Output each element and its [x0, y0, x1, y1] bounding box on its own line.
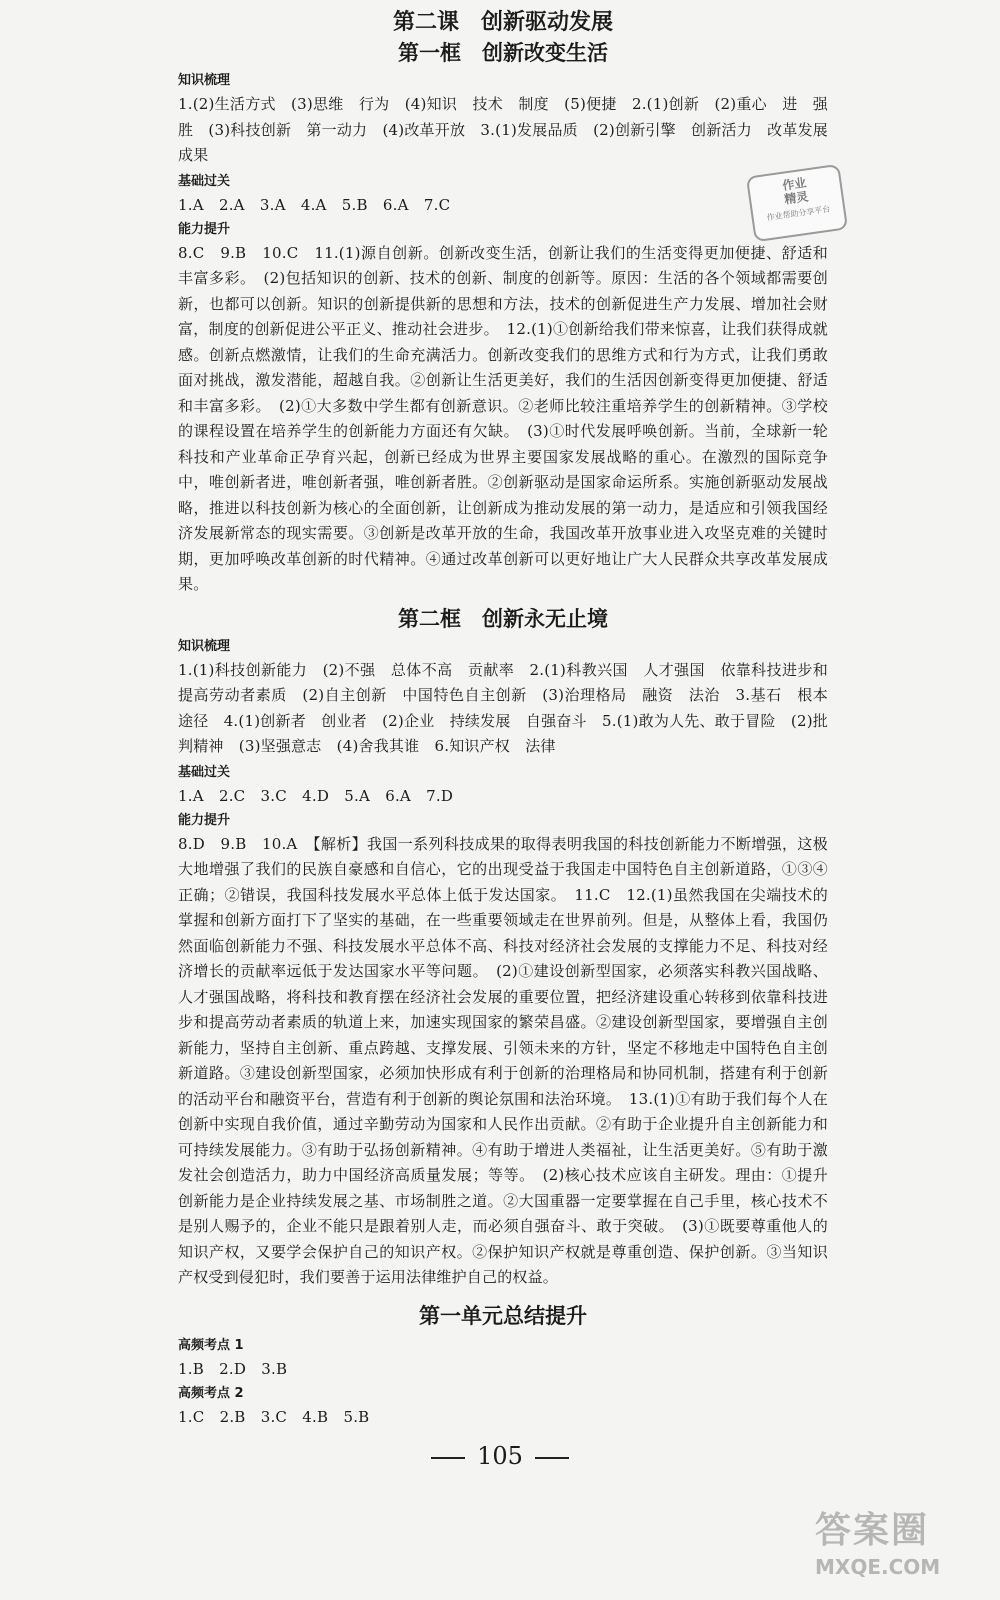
frame2-basic-label: 基础过关: [178, 764, 231, 780]
watermark-line2: MXQE.COM: [815, 1555, 941, 1579]
unit-summary-title: 第一单元总结提升: [419, 1303, 587, 1328]
page-number: [0, 1442, 1000, 1470]
key-point-1-label: 高频考点 1: [178, 1337, 244, 1353]
key-point-2-answers: 1.C 2.B 3.C 4.B 5.B: [178, 1407, 370, 1426]
watermark-logo: [815, 1508, 990, 1594]
frame1-knowledge-label: 知识梳理: [178, 73, 231, 88]
frame1-basic-answers: 1.A 2.A 3.A 4.A 5.B 6.A 7.C: [178, 195, 451, 214]
frame2-knowledge-label: 知识梳理: [178, 638, 231, 654]
stamp-logo: [746, 164, 848, 242]
frame2-ability-answers: 8.D 9.B 10.A 【解析】我国一系列科技成果的取得表明我国的科技创新能力不断增强，这极大地增强了我们的民族自豪感和自信心，它的出现受益于我国走中国特色自主创新道路，①③④正确；②错误，我国科技发展水平总体上低于发达国家。 11.C 12.(1)虽然我国在尖端技术的掌握和创新方面打下了坚实的基础，在一些重要领域走在世界前列。但是，从整体上看，我国仍然面临创新能力不强、科技发展水平总体不高、科技对经济社会发展的支撑能力不足、科技对经济增长的贡献率远低于发达国家水平等问题。 (2)①建设创新型国家，必须落实科教兴国战略、人才强国战略，将科技和教育摆在经济社会发展的重要位置，把经济建设重心转移到依靠科技进步和提高劳动者素质的轨道上来，加速实现国家的繁荣昌盛。②建设创新型国家，要增强自主创新能力，坚持自主创新、重点跨越、支撑发展、引领未来的方针，坚定不移地走中国特色自主创新道路。③建设创新型国家，必须加快形成有利于创新的治理格局和协同机制，搭建有利于创新的活动平台和融资平台，营造有利于创新的舆论氛围和法治环境。 13.(1)①有助于我们每个人在创新中实现自我价值，通过辛勤劳动为国家和人民作出贡献。②有助于企业提升自主创新能力和可持续发展能力。③有助于弘扬创新精神。④有助于增进人类福祉，让生活更美好。⑤有助于激发社会创造活力，助力中国经济高质量发展；等等。 (2)核心技术应该自主研发。理由：①提升创新能力是企业持续发展之基、市场制胜之道。②大国重器一定要掌握在自己手里，核心技术不是别人赐予的，企业不能只是跟着别人走，而必须自强奋斗、敢于突破。 (3)①既要尊重他人的知识产权，又要学会保护自己的知识产权。②保护知识产权就是尊重创造、保护创新。③当知识产权受到侵犯时，我们要善于运用法律维护自己的权益。: [178, 834, 828, 1286]
lesson-title: 第二课 创新驱动发展: [392, 10, 613, 35]
frame2-basic-answers: 1.A 2.C 3.C 4.D 5.A 6.A 7.D: [178, 786, 454, 805]
frame2-ability-label: 能力提升: [178, 812, 231, 828]
frame2-knowledge-answers: 1.(1)科技创新能力 (2)不强 总体不高 贡献率 2.(1)科教兴国 人才强国 依靠科技进步和提高劳动者素质 (2)自主创新 中国特色自主创新 (3)治理格局 融资 法治 3.基石 根本途径 4.(1)创新者 创业者 (2)企业 持续发展 自强奋斗 5.(1)敢为人先、敢于冒险 (2)批判精神 (3)坚强意志 (4)舍我其谁 6.知识产权 法律: [178, 660, 828, 755]
watermark-line1: 答案圈: [815, 1510, 930, 1551]
stamp-line3: 作业帮助分享平台: [766, 204, 831, 223]
frame2-title: 第二框 创新永无止境: [398, 606, 608, 631]
frame1-title: 第一框 创新改变生活: [398, 41, 608, 65]
stamp-line2: 精灵: [783, 189, 810, 207]
frame1-basic-label: 基础过关: [178, 173, 231, 189]
key-point-2-label: 高频考点 2: [178, 1385, 244, 1401]
frame1-ability-answers: 8.C 9.B 10.C 11.(1)源自创新。创新改变生活，创新让我们的生活变得更加便捷、舒适和丰富多彩。 (2)包括知识的创新、技术的创新、制度的创新等。原因：生活的各个领域都需要创新，也都可以创新。知识的创新提供新的思想和方法，技术的创新促进生产力发展、增加社会财富，制度的创新促进公平正义、推动社会进步。 12.(1)①创新给我们带来惊喜，让我们获得成就感。创新点燃激情，让我们的生命充满活力。创新改变我们的思维方式和行为方式，让我们勇敢面对挑战，激发潜能，超越自我。②创新让生活更美好，我们的生活因创新变得更加便捷、舒适和丰富多彩。 (2)①大多数中学生都有创新意识。②老师比较注重培养学生的创新精神。③学校的课程设置在培养学生的创新能力方面还有欠缺。 (3)①时代发展呼唤创新。当前，全球新一轮科技和产业革命正孕育兴起，创新已经成为世界主要国家发展战略的重心。在激烈的国际竞争中，唯创新者进，唯创新者强，唯创新者胜。②创新驱动是国家命运所系。实施创新驱动发展战略，推进以科技创新为核心的全面创新，让创新成为推动发展的第一动力，是适应和引领我国经济发展新常态的现实需要。③创新是改革开放的生命，我国改革开放事业进入攻坚克难的关键时期，更加呼唤改革创新的时代精神。④通过改革创新可以更好地让广大人民群众共享改革发展成果。: [178, 243, 828, 593]
answer-page: [178, 8, 844, 1429]
key-point-1-answers: 1.B 2.D 3.B: [178, 1359, 288, 1378]
stamp-line1: 作业: [781, 175, 808, 193]
frame1-ability-label: 能力提升: [178, 221, 231, 237]
frame1-knowledge-answers: 1.(2)生活方式 (3)思维 行为 (4)知识 技术 制度 (5)便捷 2.(1)创新 (2)重心 进 强 胜 (3)科技创新 第一动力 (4)改革开放 3.(1)发展品质 (2)创新引擎 创新活力 改革发展成果: [178, 95, 844, 164]
page-number-text: 105: [477, 1442, 523, 1470]
page-number-dash-right: [535, 1457, 569, 1459]
page-number-dash-left: [431, 1457, 465, 1459]
